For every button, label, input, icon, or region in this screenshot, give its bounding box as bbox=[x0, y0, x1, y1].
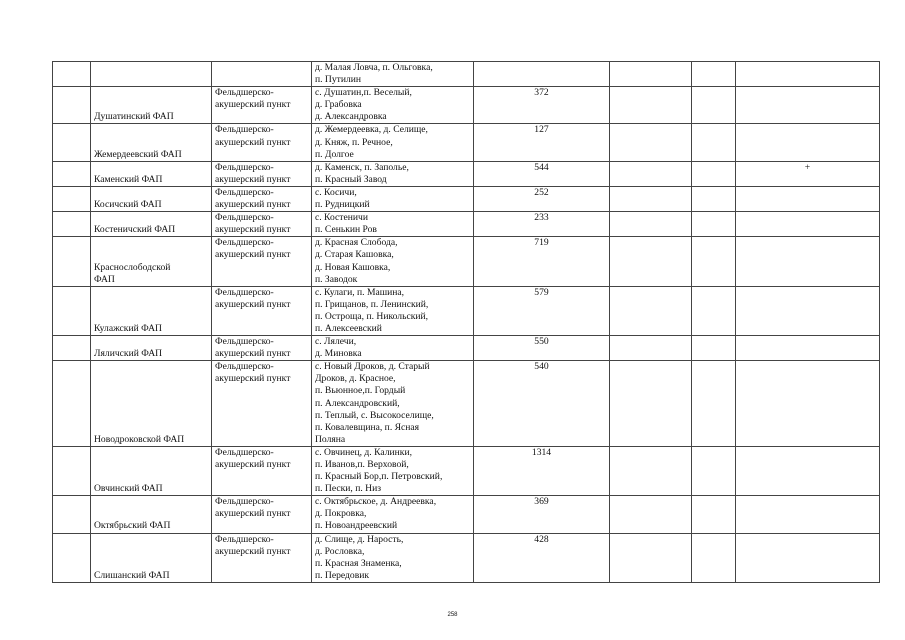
row-number-cell bbox=[53, 286, 91, 335]
facility-name-cell: Каменский ФАП bbox=[91, 161, 212, 186]
settlements-cell: с. Душатин,п. Веселый, д. Грабовка д. Александровка bbox=[312, 87, 474, 124]
facility-name-cell: Жемердеевский ФАП bbox=[91, 124, 212, 161]
empty-cell bbox=[692, 446, 736, 495]
facility-name-cell: Кулажский ФАП bbox=[91, 286, 212, 335]
settlements-cell: с. Овчинец, д. Калинки, п. Иванов,п. Верховой, п. Красный Бор,п. Петровский, п. Пески, п. Низ bbox=[312, 446, 474, 495]
row-number-cell bbox=[53, 336, 91, 361]
settlements-cell: с. Костеничи п. Сенькин Ров bbox=[312, 212, 474, 237]
mark-cell bbox=[736, 336, 880, 361]
population-cell: 540 bbox=[474, 361, 610, 447]
facility-name-cell: Новодроковской ФАП bbox=[91, 361, 212, 447]
population-cell: 252 bbox=[474, 186, 610, 211]
table-row bbox=[53, 186, 880, 211]
facility-name-cell: Краснослободской ФАП bbox=[91, 237, 212, 286]
empty-cell bbox=[610, 87, 692, 124]
facility-type-cell: Фельдшерско- акушерский пункт bbox=[212, 186, 312, 211]
facility-name-cell: Овчинский ФАП bbox=[91, 446, 212, 495]
empty-cell bbox=[610, 161, 692, 186]
empty-cell bbox=[610, 212, 692, 237]
mark-cell bbox=[736, 87, 880, 124]
mark-cell bbox=[736, 361, 880, 447]
population-cell: 369 bbox=[474, 496, 610, 533]
empty-cell bbox=[692, 361, 736, 447]
empty-cell bbox=[692, 212, 736, 237]
facility-type-cell: Фельдшерско- акушерский пункт bbox=[212, 336, 312, 361]
mark-cell bbox=[736, 286, 880, 335]
empty-cell bbox=[692, 533, 736, 582]
table-row bbox=[53, 124, 880, 161]
table-row bbox=[53, 496, 880, 533]
settlements-cell: д. Красная Слобода, д. Старая Кашовка, д. Новая Кашовка, п. Заводок bbox=[312, 237, 474, 286]
facility-type-cell: Фельдшерско- акушерский пункт bbox=[212, 446, 312, 495]
facility-type-cell: Фельдшерско- акушерский пункт bbox=[212, 496, 312, 533]
mark-cell bbox=[736, 446, 880, 495]
population-cell: 127 bbox=[474, 124, 610, 161]
facility-type-cell: Фельдшерско- акушерский пункт bbox=[212, 533, 312, 582]
row-number-cell bbox=[53, 496, 91, 533]
row-number-cell bbox=[53, 533, 91, 582]
population-cell: 550 bbox=[474, 336, 610, 361]
settlements-cell: д. Малая Ловча, п. Ольговка, п. Путилин bbox=[312, 62, 474, 87]
empty-cell bbox=[692, 161, 736, 186]
facility-name-cell: Душатинский ФАП bbox=[91, 87, 212, 124]
facility-type-cell: Фельдшерско- акушерский пункт bbox=[212, 361, 312, 447]
empty-cell bbox=[692, 496, 736, 533]
facility-name-cell: Слишанский ФАП bbox=[91, 533, 212, 582]
settlements-cell: д. Жемердеевка, д. Селище, д. Княж, п. Речное, п. Долгое bbox=[312, 124, 474, 161]
facility-type-cell: Фельдшерско- акушерский пункт bbox=[212, 212, 312, 237]
empty-cell bbox=[610, 361, 692, 447]
empty-cell bbox=[610, 286, 692, 335]
empty-cell bbox=[692, 62, 736, 87]
table-row bbox=[53, 533, 880, 582]
empty-cell bbox=[610, 446, 692, 495]
empty-cell bbox=[692, 124, 736, 161]
empty-cell bbox=[610, 186, 692, 211]
population-cell: 233 bbox=[474, 212, 610, 237]
empty-cell bbox=[692, 87, 736, 124]
empty-cell bbox=[610, 62, 692, 87]
empty-cell bbox=[610, 237, 692, 286]
empty-cell bbox=[692, 336, 736, 361]
table-row bbox=[53, 212, 880, 237]
population-cell: 428 bbox=[474, 533, 610, 582]
table-row bbox=[53, 336, 880, 361]
mark-cell bbox=[736, 62, 880, 87]
facility-type-cell bbox=[212, 62, 312, 87]
row-number-cell bbox=[53, 124, 91, 161]
mark-cell bbox=[736, 186, 880, 211]
row-number-cell bbox=[53, 446, 91, 495]
facilities-table bbox=[52, 61, 880, 583]
empty-cell bbox=[610, 336, 692, 361]
facility-name-cell: Костеничский ФАП bbox=[91, 212, 212, 237]
table-row bbox=[53, 286, 880, 335]
mark-cell bbox=[736, 212, 880, 237]
empty-cell bbox=[610, 533, 692, 582]
settlements-cell: с. Косичи, п. Рудницкий bbox=[312, 186, 474, 211]
row-number-cell bbox=[53, 87, 91, 124]
population-cell: 544 bbox=[474, 161, 610, 186]
mark-cell bbox=[736, 237, 880, 286]
facility-type-cell: Фельдшерско- акушерский пункт bbox=[212, 286, 312, 335]
facility-type-cell: Фельдшерско- акушерский пункт bbox=[212, 161, 312, 186]
mark-cell bbox=[736, 124, 880, 161]
row-number-cell bbox=[53, 361, 91, 447]
population-cell: 579 bbox=[474, 286, 610, 335]
population-cell: 372 bbox=[474, 87, 610, 124]
facility-type-cell: Фельдшерско- акушерский пункт bbox=[212, 87, 312, 124]
empty-cell bbox=[610, 124, 692, 161]
facility-name-cell: Ляличский ФАП bbox=[91, 336, 212, 361]
facility-name-cell bbox=[91, 62, 212, 87]
settlements-cell: с. Кулаги, п. Машина, п. Грищанов, п. Ленинский, п. Остроща, п. Никольский, п. Алексеевский bbox=[312, 286, 474, 335]
mark-cell bbox=[736, 533, 880, 582]
empty-cell bbox=[692, 286, 736, 335]
table-row bbox=[53, 237, 880, 286]
row-number-cell bbox=[53, 161, 91, 186]
mark-cell: + bbox=[736, 161, 880, 186]
table-row bbox=[53, 62, 880, 87]
row-number-cell bbox=[53, 186, 91, 211]
settlements-cell: с. Новый Дроков, д. Старый Дроков, д. Красное, п. Вьюнное,п. Гордый п. Александровский, п. Теплый, с. Высокоселище, п. Ковалевщина, п. Ясная Поляна bbox=[312, 361, 474, 447]
settlements-cell: д. Каменск, п. Заполье, п. Красный Завод bbox=[312, 161, 474, 186]
empty-cell bbox=[692, 237, 736, 286]
page-number: 258 bbox=[447, 612, 458, 618]
settlements-cell: д. Слище, д. Нарость, д. Рословка, п. Красная Знаменка, п. Передовик bbox=[312, 533, 474, 582]
population-cell bbox=[474, 62, 610, 87]
settlements-cell: с. Октябрьское, д. Андреевка, д. Покровка, п. Новоандреевский bbox=[312, 496, 474, 533]
mark-cell bbox=[736, 496, 880, 533]
population-cell: 719 bbox=[474, 237, 610, 286]
row-number-cell bbox=[53, 212, 91, 237]
table-row bbox=[53, 361, 880, 447]
row-number-cell bbox=[53, 237, 91, 286]
empty-cell bbox=[692, 186, 736, 211]
table-row bbox=[53, 446, 880, 495]
facility-type-cell: Фельдшерско- акушерский пункт bbox=[212, 237, 312, 286]
facility-name-cell: Октябрьский ФАП bbox=[91, 496, 212, 533]
population-cell: 1314 bbox=[474, 446, 610, 495]
table-row bbox=[53, 87, 880, 124]
settlements-cell: с. Лялечи, д. Миновка bbox=[312, 336, 474, 361]
empty-cell bbox=[610, 496, 692, 533]
facility-type-cell: Фельдшерско- акушерский пункт bbox=[212, 124, 312, 161]
facility-name-cell: Косичский ФАП bbox=[91, 186, 212, 211]
table-row bbox=[53, 161, 880, 186]
row-number-cell bbox=[53, 62, 91, 87]
